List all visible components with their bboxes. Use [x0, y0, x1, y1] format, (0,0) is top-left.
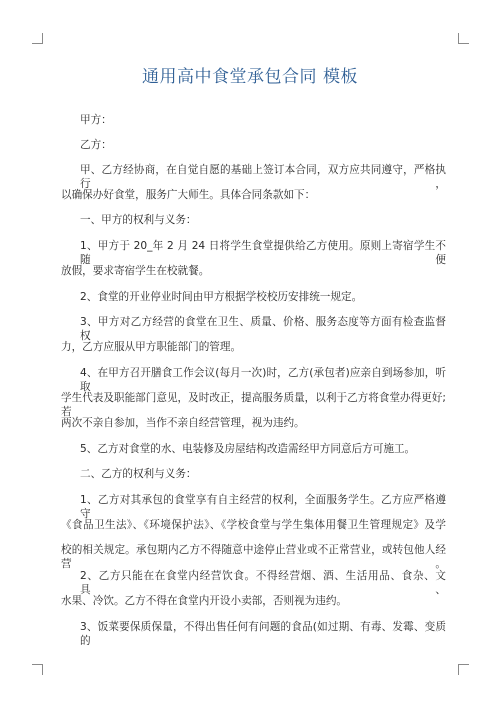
- crop-mark-bottom-right: [458, 664, 469, 675]
- paragraph-line: 1、乙方对其承包的食堂享有自主经营的权利，全面服务学生。乙方应严格遵守: [80, 494, 446, 520]
- paragraph-line: 放假，要求寄宿学生在校就餐。: [61, 265, 210, 277]
- paragraph-line: 以确保办好食堂，服务广大师生。具体合同条款如下：: [61, 189, 316, 201]
- crop-mark-bottom-left: [32, 664, 43, 675]
- paragraph-line: 3、饭菜要保质保量，不得出售任何有问题的食品(如过期、有毒、发霉、变质的: [80, 621, 446, 647]
- paragraph-line: 4、在甲方召开膳食工作会议(每月一次)时，乙方(承包者)应亲自到场参加，听取: [80, 367, 446, 393]
- section-heading: 一、甲方的权利与义务：: [80, 214, 197, 226]
- document-title: 通用高中食堂承包合同 模板: [142, 67, 358, 87]
- paragraph-line: 5、乙方对食堂的水、电装修及房屋结构改造需经甲方同意后方可施工。: [80, 443, 416, 455]
- paragraph-line: 水果、冷饮。乙方不得在食堂内开设小卖部，否则视为违约。: [61, 595, 348, 607]
- paragraph-line: 甲、乙方经协商，在自觉自愿的基础上签订本合同，双方应共同遵守，严格执行，: [80, 164, 446, 190]
- paragraph-line: 2、乙方只能在在食堂内经营饮食。不得经营烟、酒、生活用品、食杂、文具、: [80, 570, 446, 596]
- paragraph-line: 学生代表及职能部门意见，及时改正，提高服务质量，以利于乙方将食堂办得更好;若: [61, 392, 446, 418]
- crop-mark-top-left: [32, 33, 43, 44]
- party-a-line: 甲方：: [80, 114, 112, 126]
- paragraph-line: 校的相关规定。承包期内乙方不得随意中途停止营业或不正常营业，或转包他人经营。: [61, 544, 446, 570]
- paragraph-line: 1、甲方于 20_年 2 月 24 日将学生食堂提供给乙方使用。原则上寄宿学生不随便: [80, 240, 446, 266]
- paragraph-line: 力，乙方应服从甲方职能部门的管理。: [61, 341, 242, 353]
- crop-mark-top-right: [458, 33, 469, 44]
- section-heading: 二、乙方的权利与义务：: [80, 468, 197, 480]
- paragraph-line: 3、甲方对乙方经营的食堂在卫生、质量、价格、服务态度等方面有检查监督权: [80, 316, 446, 342]
- paragraph-line: 2、食堂的开业停业时间由甲方根据学校校历安排统一规定。: [80, 291, 363, 303]
- paragraph-line: 《食品卫生法》、《环境保护法》、《学校食堂与学生集体用餐卫生管理规定》及学: [61, 519, 446, 531]
- paragraph-line: 两次不亲自参加，当作不亲自经营管理，视为违约。: [61, 417, 305, 429]
- party-b-line: 乙方：: [80, 139, 112, 151]
